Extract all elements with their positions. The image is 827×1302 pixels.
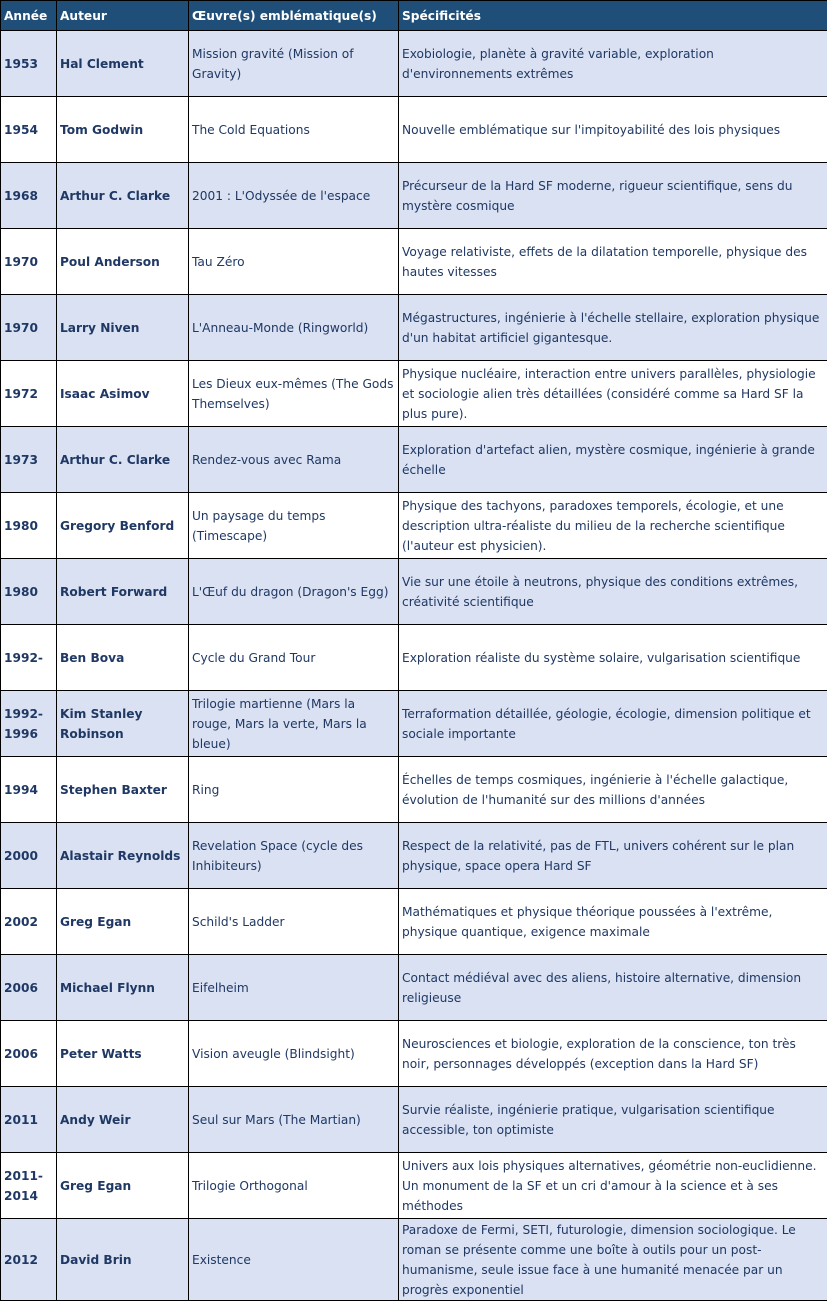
header-row (1, 1, 827, 31)
table-row (1, 559, 827, 625)
header-work: Œuvre(s) emblématique(s) (189, 1, 399, 31)
header-year: Année (1, 1, 57, 31)
cell-year: 1970 (1, 229, 57, 295)
cell-year: 1973 (1, 427, 57, 493)
table-row (1, 1087, 827, 1153)
table-row (1, 229, 827, 295)
table-row (1, 955, 827, 1021)
cell-author: Larry Niven (57, 295, 189, 361)
cell-work: 2001 : L'Odyssée de l'espace (189, 163, 399, 229)
cell-specifics: Neurosciences et biologie, exploration de la conscience, ton très noir, personnages développés (exception dans la Hard SF) (399, 1021, 827, 1087)
cell-specifics: Paradoxe de Fermi, SETI, futurologie, dimension sociologique. Le roman se présente comme une boîte à outils pour un post-humanisme, seule issue face à une humanité menacée par un progrès exponentiel (399, 1219, 827, 1301)
cell-year: 1992- (1, 625, 57, 691)
cell-year: 1972 (1, 361, 57, 427)
cell-specifics: Voyage relativiste, effets de la dilatation temporelle, physique des hautes vitesses (399, 229, 827, 295)
table-row (1, 1021, 827, 1087)
cell-specifics: Mégastructures, ingénierie à l'échelle stellaire, exploration physique d'un habitat artificiel gigantesque. (399, 295, 827, 361)
cell-specifics: Échelles de temps cosmiques, ingénierie à l'échelle galactique, évolution de l'humanité sur des millions d'années (399, 757, 827, 823)
header-specifics: Spécificités (399, 1, 827, 31)
cell-author: Hal Clement (57, 31, 189, 97)
cell-work: Mission gravité (Mission of Gravity) (189, 31, 399, 97)
cell-work: Un paysage du temps (Timescape) (189, 493, 399, 559)
cell-author: Andy Weir (57, 1087, 189, 1153)
cell-specifics: Survie réaliste, ingénierie pratique, vulgarisation scientifique accessible, ton optimiste (399, 1087, 827, 1153)
cell-work: Existence (189, 1219, 399, 1301)
table-row (1, 823, 827, 889)
cell-author: Greg Egan (57, 1153, 189, 1219)
cell-specifics: Vie sur une étoile à neutrons, physique des conditions extrêmes, créativité scientifique (399, 559, 827, 625)
cell-author: Poul Anderson (57, 229, 189, 295)
cell-work: Tau Zéro (189, 229, 399, 295)
table-row (1, 757, 827, 823)
cell-year: 2011 (1, 1087, 57, 1153)
cell-year: 1980 (1, 493, 57, 559)
cell-year: 2006 (1, 955, 57, 1021)
cell-work: Ring (189, 757, 399, 823)
table-row (1, 493, 827, 559)
cell-work: The Cold Equations (189, 97, 399, 163)
cell-specifics: Exploration d'artefact alien, mystère cosmique, ingénierie à grande échelle (399, 427, 827, 493)
cell-year: 2002 (1, 889, 57, 955)
table-row (1, 97, 827, 163)
table-row (1, 1153, 827, 1219)
cell-author: Stephen Baxter (57, 757, 189, 823)
cell-year: 2011-2014 (1, 1153, 57, 1219)
cell-work: Cycle du Grand Tour (189, 625, 399, 691)
cell-author: Greg Egan (57, 889, 189, 955)
cell-year: 1994 (1, 757, 57, 823)
cell-year: 1953 (1, 31, 57, 97)
cell-year: 2000 (1, 823, 57, 889)
cell-author: Peter Watts (57, 1021, 189, 1087)
table-row (1, 625, 827, 691)
cell-work: Trilogie Orthogonal (189, 1153, 399, 1219)
table-row (1, 163, 827, 229)
header-author: Auteur (57, 1, 189, 31)
cell-work: Revelation Space (cycle des Inhibiteurs) (189, 823, 399, 889)
cell-specifics: Physique des tachyons, paradoxes temporels, écologie, et une description ultra-réaliste du milieu de la recherche scientifique (l'auteur est physicien). (399, 493, 827, 559)
cell-year: 1992-1996 (1, 691, 57, 757)
cell-year: 2012 (1, 1219, 57, 1301)
table-row (1, 1219, 827, 1301)
cell-work: Schild's Ladder (189, 889, 399, 955)
cell-author: Arthur C. Clarke (57, 427, 189, 493)
cell-author: Ben Bova (57, 625, 189, 691)
cell-author: Tom Godwin (57, 97, 189, 163)
cell-work: Rendez-vous avec Rama (189, 427, 399, 493)
table-body (1, 31, 827, 1301)
cell-author: Robert Forward (57, 559, 189, 625)
cell-author: David Brin (57, 1219, 189, 1301)
cell-specifics: Exobiologie, planète à gravité variable, exploration d'environnements extrêmes (399, 31, 827, 97)
cell-year: 1954 (1, 97, 57, 163)
cell-year: 2006 (1, 1021, 57, 1087)
cell-author: Arthur C. Clarke (57, 163, 189, 229)
cell-specifics: Univers aux lois physiques alternatives, géométrie non-euclidienne. Un monument de la SF et un cri d'amour à la science et à ses méthodes (399, 1153, 827, 1219)
table-row (1, 295, 827, 361)
cell-author: Gregory Benford (57, 493, 189, 559)
cell-work: Eifelheim (189, 955, 399, 1021)
cell-specifics: Précurseur de la Hard SF moderne, rigueur scientifique, sens du mystère cosmique (399, 163, 827, 229)
cell-specifics: Respect de la relativité, pas de FTL, univers cohérent sur le plan physique, space opera Hard SF (399, 823, 827, 889)
cell-specifics: Nouvelle emblématique sur l'impitoyabilité des lois physiques (399, 97, 827, 163)
table-row (1, 361, 827, 427)
cell-author: Alastair Reynolds (57, 823, 189, 889)
cell-work: Les Dieux eux-mêmes (The Gods Themselves) (189, 361, 399, 427)
cell-year: 1968 (1, 163, 57, 229)
cell-specifics: Exploration réaliste du système solaire, vulgarisation scientifique (399, 625, 827, 691)
cell-specifics: Physique nucléaire, interaction entre univers parallèles, physiologie et sociologie alien très détaillées (considéré comme sa Hard SF la plus pure). (399, 361, 827, 427)
table-row (1, 31, 827, 97)
cell-work: L'Anneau-Monde (Ringworld) (189, 295, 399, 361)
cell-author: Isaac Asimov (57, 361, 189, 427)
cell-work: Seul sur Mars (The Martian) (189, 1087, 399, 1153)
cell-author: Kim Stanley Robinson (57, 691, 189, 757)
cell-work: Vision aveugle (Blindsight) (189, 1021, 399, 1087)
table-row (1, 889, 827, 955)
cell-year: 1970 (1, 295, 57, 361)
cell-specifics: Mathématiques et physique théorique poussées à l'extrême, physique quantique, exigence maximale (399, 889, 827, 955)
cell-author: Michael Flynn (57, 955, 189, 1021)
cell-year: 1980 (1, 559, 57, 625)
cell-work: L'Œuf du dragon (Dragon's Egg) (189, 559, 399, 625)
table-row (1, 427, 827, 493)
cell-work: Trilogie martienne (Mars la rouge, Mars la verte, Mars la bleue) (189, 691, 399, 757)
table-row (1, 691, 827, 757)
cell-specifics: Terraformation détaillée, géologie, écologie, dimension politique et sociale importante (399, 691, 827, 757)
cell-specifics: Contact médiéval avec des aliens, histoire alternative, dimension religieuse (399, 955, 827, 1021)
